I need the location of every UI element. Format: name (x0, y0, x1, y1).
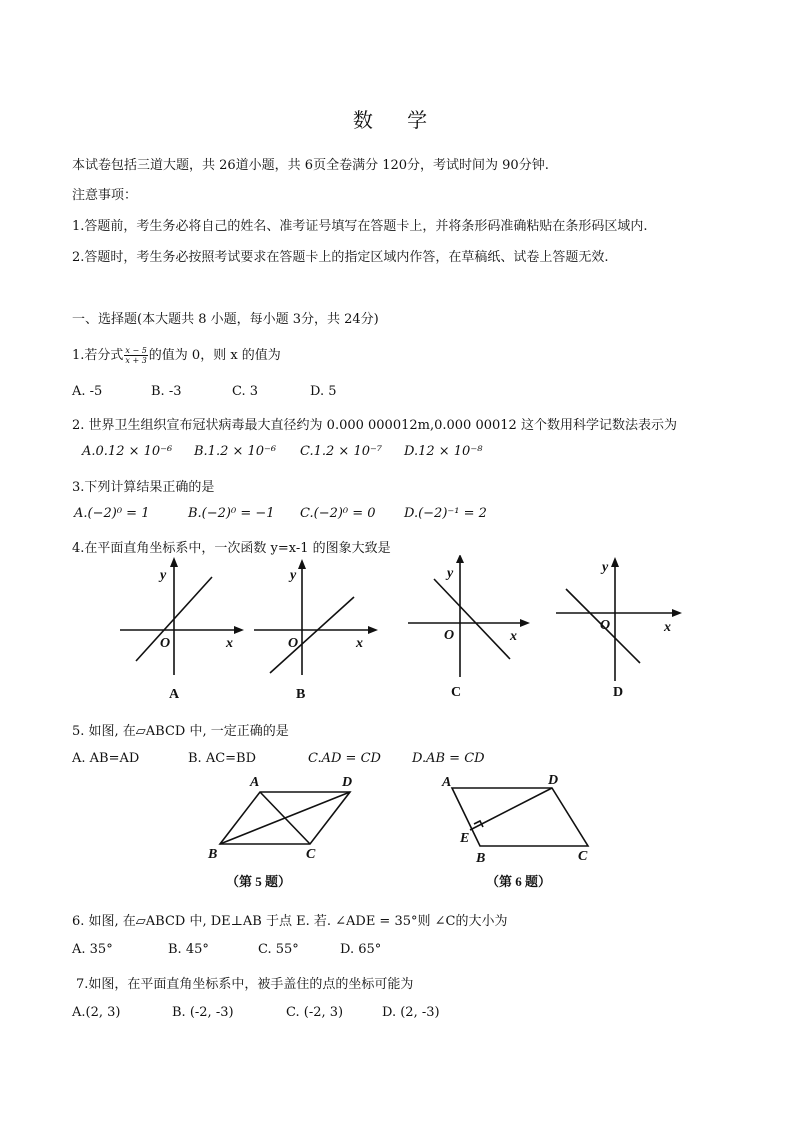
graph-c-label: C (451, 685, 462, 700)
fig6-caption: （第 6 题） (486, 874, 552, 889)
q3-option-c: C.(−2)⁰ = 0 (300, 506, 376, 521)
question-1 (72, 344, 281, 365)
question-2: 2. 世界卫生组织宣布冠状病毒最大直径约为 0.000 000012m,0.000 00012 这个数用科学记数法表示为 (72, 418, 677, 433)
q5-option-c: C.AD = CD (308, 751, 381, 766)
graph-b-label: B (296, 687, 306, 702)
q6-options (72, 942, 432, 960)
q1-stem-pre: 1.若分式 (72, 348, 124, 363)
q5-option-d: D.AB = CD (412, 751, 485, 766)
q6-option-d: D. 65° (340, 942, 382, 957)
section-heading: 一、选择题(本大题共 8 小题，每小题 3分，共 24分) (72, 312, 379, 327)
fig5-label-b: B (208, 847, 218, 862)
note-1: 1.答题前，考生务必将自己的姓名、准考证号填写在答题卡上，并将条形码准确粘贴在条形码区域内. (72, 219, 648, 234)
q5-option-b: B. AC=BD (188, 751, 257, 766)
note-2: 2.答题时，考生务必按照考试要求在答题卡上的指定区域内作答，在草稿纸、试卷上答题无效. (72, 250, 609, 265)
q2-option-b: B.1.2 × 10⁻⁶ (194, 444, 277, 459)
fig6-label-b: B (476, 851, 486, 866)
q3-options (74, 506, 534, 524)
q6-option-c: C. 55° (258, 942, 299, 957)
question-5: 5. 如图, 在▱ABCD 中, 一定正确的是 (72, 724, 289, 739)
graph-d-x-arrow (672, 609, 682, 617)
graph-d-label: D (613, 685, 624, 700)
q7-option-c: C. (-2, 3) (286, 1005, 344, 1020)
q7-option-a: A.(2, 3) (72, 1005, 121, 1020)
q1-numerator: x − 5 (125, 346, 147, 355)
q1-option-c: C. 3 (232, 384, 259, 399)
q3-option-b: B.(−2)⁰ = −1 (188, 506, 275, 521)
graph-a-y-label: y (160, 568, 167, 583)
q6-option-b: B. 45° (168, 942, 209, 957)
q1-option-b: B. -3 (151, 384, 182, 399)
graph-c-x-arrow (520, 619, 530, 627)
q2-options (82, 444, 502, 462)
graph-b-x-arrow (368, 626, 378, 634)
intro-text: 本试卷包括三道大题，共 26道小题，共 6页全卷满分 120分，考试时间为 90分钟. (72, 158, 549, 173)
fig6-label-d: D (548, 773, 559, 788)
q6-option-a: A. 35° (72, 942, 113, 957)
q4-graphs (0, 555, 794, 705)
graph-c-y-label: y (447, 566, 454, 581)
q7-option-d: D. (2, -3) (382, 1005, 440, 1020)
graph-a-x-arrow (234, 626, 244, 634)
q1-denominator: x + 3 (125, 356, 147, 365)
fig6-segment-de (470, 788, 552, 830)
page-title: 数 学 (352, 108, 442, 132)
question-7: 7.如图，在平面直角坐标系中，被手盖住的点的坐标可能为 (76, 977, 414, 992)
q2-option-c: C.1.2 × 10⁻⁷ (300, 444, 383, 459)
q2-option-d: D.12 × 10⁻⁸ (404, 444, 483, 459)
q1-fraction (124, 346, 147, 365)
fig6-parallelogram (452, 788, 588, 846)
q3-option-d: D.(−2)⁻¹ = 2 (404, 506, 487, 521)
q2-option-a: A.0.12 × 10⁻⁶ (82, 444, 173, 459)
graph-b-x-label: x (356, 636, 363, 651)
q5-options (72, 751, 492, 769)
q7-options (72, 1005, 452, 1023)
fig6-label-c: C (578, 849, 588, 864)
graph-d-y-label: y (602, 560, 609, 575)
fig5-label-c: C (306, 847, 316, 862)
parallelogram-figures (0, 768, 794, 898)
q1-option-d: D. 5 (310, 384, 337, 399)
graph-c-origin: O (444, 628, 455, 643)
graph-b-y-label: y (290, 568, 297, 583)
graph-c-y-arrow (456, 555, 464, 563)
question-3: 3.下列计算结果正确的是 (72, 480, 215, 495)
graph-d-origin: O (600, 618, 611, 633)
graph-b-line (270, 597, 354, 673)
q5-option-a: A. AB=AD (72, 751, 140, 766)
graph-a-origin: O (160, 636, 171, 651)
q3-option-a: A.(−2)⁰ = 1 (74, 506, 150, 521)
fig5-label-a: A (250, 775, 260, 790)
graph-b-origin: O (288, 636, 299, 651)
fig5-label-d: D (342, 775, 353, 790)
graph-b-y-arrow (298, 559, 306, 569)
fig6-label-e: E (460, 831, 470, 846)
q7-option-b: B. (-2, -3) (172, 1005, 234, 1020)
notes-heading: 注意事项： (72, 188, 138, 203)
graph-a-y-arrow (170, 557, 178, 567)
graph-d-y-arrow (611, 557, 619, 567)
fig6-label-a: A (442, 775, 452, 790)
graph-c-x-label: x (510, 629, 517, 644)
q1-option-a: A. -5 (72, 384, 103, 399)
q1-options (72, 384, 472, 402)
graph-c-line (434, 579, 510, 659)
question-4: 4.在平面直角坐标系中，一次函数 y=x-1 的图象大致是 (72, 541, 391, 556)
graph-d-x-label: x (664, 620, 671, 635)
graph-a-label: A (169, 687, 180, 702)
q1-stem-post: 的值为 0，则 x 的值为 (148, 348, 281, 363)
fig5-caption: （第 5 题） (226, 874, 292, 889)
graph-a-x-label: x (226, 636, 233, 651)
question-6: 6. 如图, 在▱ABCD 中, DE⊥AB 于点 E. 若. ∠ADE = 35°则 ∠C的大小为 (72, 914, 508, 929)
